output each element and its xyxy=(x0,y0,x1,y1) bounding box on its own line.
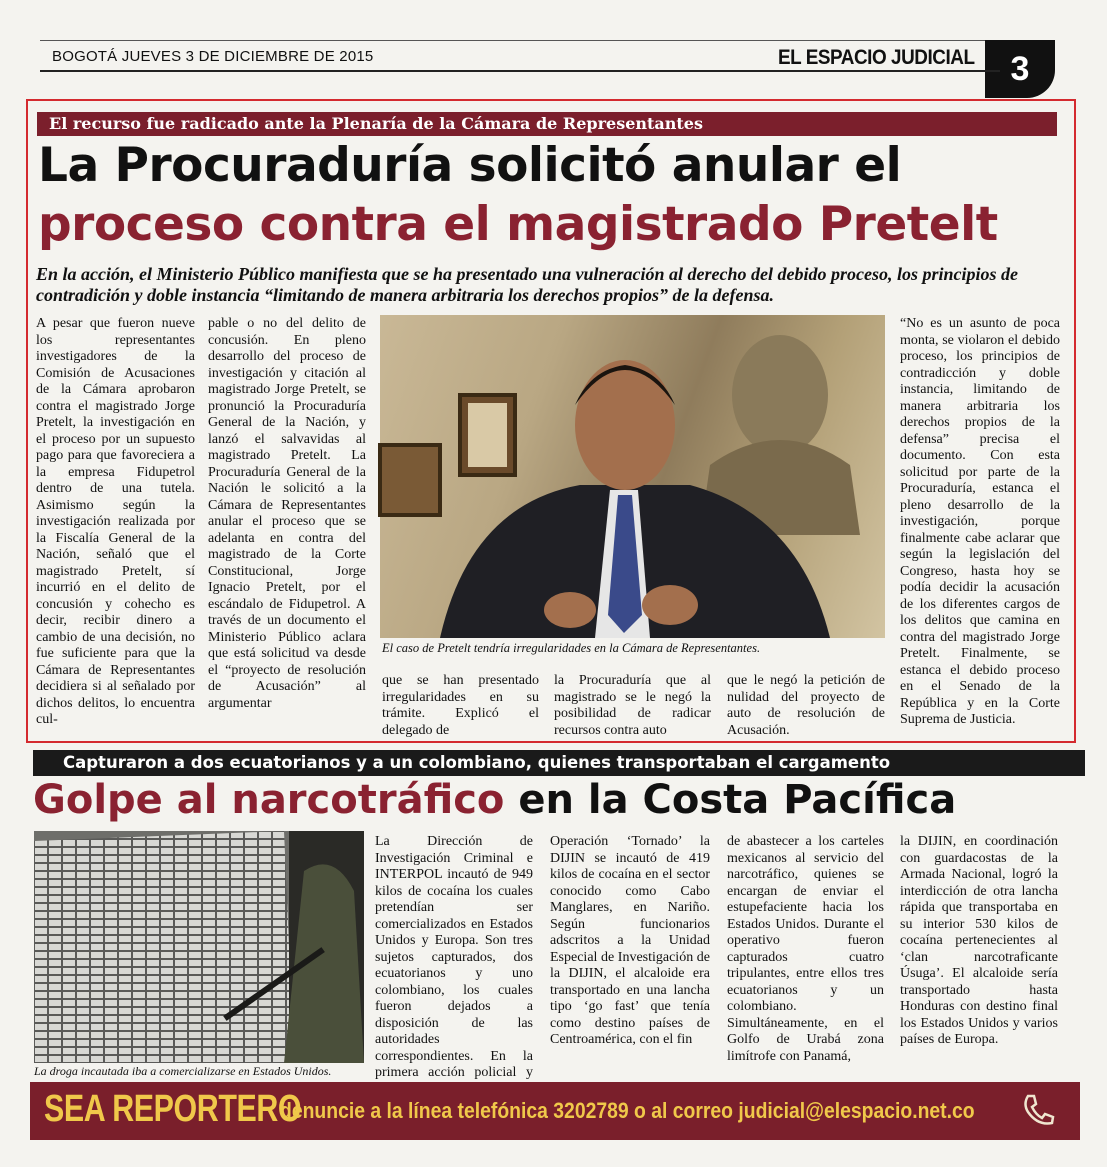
phone-icon xyxy=(1018,1090,1058,1130)
header-top-rule xyxy=(40,40,1000,41)
story1-headline-line1: La Procuraduría solicitó anular el xyxy=(38,138,902,193)
story2-kicker: Capturaron a dos ecuatorianos y a un colombiano, quienes transportaban el cargamento xyxy=(33,750,1085,776)
story1-kicker: El recurso fue radicado ante la Plenaría de la Cámara de Representantes xyxy=(37,112,1057,136)
story2-column-2: Operación ‘Tornado’ la DIJIN se incautó de 419 kilos de cocaína en el sector conocido como Cabo Manglares, en Nariño. Según funcionarios adscritos a la Unidad Especial de Investigación de la DIJIN, el alcaloide era transportado en una lancha tipo ‘go fast’ que tenía como destino países de Centroamérica, con el fin xyxy=(550,834,710,1047)
pretelt-photo xyxy=(380,315,885,638)
story2-headline-part2: en la Costa Pacífica xyxy=(518,777,957,823)
story2-headline xyxy=(33,777,956,823)
story1-photo-caption: El caso de Pretelt tendría irregularidades en la Cámara de Representantes. xyxy=(382,641,761,655)
story1-lead: En la acción, el Ministerio Público manifiesta que se ha presentado una vulneración al derecho del debido proceso, los principios de contradición y doble instancia “limitando de manera arbitraria los derechos propios” de la defensa. xyxy=(36,264,1019,305)
page-number: 3 xyxy=(985,40,1055,98)
header-rule xyxy=(40,70,1000,72)
story2-column-3: de abastecer a los carteles mexicanos al servicio del narcotráfico, quienes se encargan de enviar el estupefaciente hacia los Estados Unidos. Durante el operativo fueron capturados cuatro tripulantes, entre ellos tres ecuatorianos y un colombiano. Simultáneamente, en el Golfo de Urabá zona limítrofe con Panamá, xyxy=(727,834,884,1064)
issue-date: BOGOTÁ JUEVES 3 DE DICIEMBRE DE 2015 xyxy=(52,48,374,65)
story1-headline-line2: proceso contra el magistrado Pretelt xyxy=(38,197,998,252)
pretelt-photo-illustration xyxy=(380,315,885,638)
story1-column-5: que le negó la petición de nulidad del proyecto de auto de resolución de Acusación. xyxy=(727,673,885,738)
story2-column-1: La Dirección de Investigación Criminal e INTERPOL incautó de 949 kilos de cocaína los cuales pretendían ser comercializados en Estados Unidos y Europa. Son tres sujetos capturados, dos ecuatorianos y uno colombiano, los cuales fueron dejados a disposición de las autoridades correspondientes. En la primera acción policial y xyxy=(375,834,533,1080)
publication-name: EL ESPACIO JUDICIAL xyxy=(778,46,975,69)
seized-drugs-photo xyxy=(34,831,364,1063)
story1-column-1: A pesar que fueron nueve los representantes investigadores de la Comisión de Acusaciones de la Cámara aprobaron contra el magistrado Jorge Pretelt, la investigación en el proceso por un supuesto pago para que favoreciera a la empresa Fidupetrol dentro de una tutela. Asimismo según la investigación realizada por la Fiscalía General de la Nación, señaló que el magistrado Pretelt, sí incurrió en el delito de concusión y cohecho es decir, recibir dinero a cambio de una decisión, no fue suficiente para que la Cámara de Representantes decidiera si al señalado por dichos delitos, lo encuentra cul- xyxy=(36,316,195,727)
story1-column-6: “No es un asunto de poca monta, se violaron el debido proceso, los principios de contradicción y doble instancia, limitando de manera arbitraria los derechos propios de la defensa” precisa el documento. Con esta solicitud por parte de la Procuraduría, estanca el pleno desarrollo de la investigación, porque finalmente cabe aclarar que según la legislación del Congreso, hasta hoy se podía decidir la acusación de los diferentes cargos de los delitos que camina en contra del magistrado Jorge Pretelt. Finalmente, se estanca el debido proceso en el Senado de la República y en la Corte Suprema de Justicia. xyxy=(900,316,1060,727)
story1-column-3: que se han presentado irregularidades en su trámite. Explicó el delegado de xyxy=(382,673,539,738)
banner-contact-text: denuncie a la línea telefónica 3202789 o al correo judicial@elespacio.net.co xyxy=(280,1098,975,1123)
story2-column-4: la DIJIN, en coordinación con guardacostas de la Armada Nacional, logró la interdicción de otra lancha rápida que transportaba en su interior 530 kilos de cocaína pertenecientes al ‘clan narcotraficante Úsuga’. El alcaloide sería transportado hasta Honduras con destino final los Estados Unidos y varios países de Europa. xyxy=(900,834,1058,1047)
story1-column-4: la Procuraduría que al magistrado se le negó la posibilidad de radicar recursos contra auto xyxy=(554,673,711,738)
story2-photo-caption: La droga incautada iba a comercializarse en Estados Unidos. xyxy=(34,1064,332,1078)
banner-title: SEA REPORTERO xyxy=(44,1088,302,1130)
story2-headline-part1: Golpe al narcotráfico xyxy=(33,777,505,823)
story1-column-2: pable o no del delito de concusión. En pleno desarrollo del proceso de investigación y citación al magistrado Jorge Pretelt, se pronunció la Procuraduría General de la Nación, y lanzó el salvavidas al magistrado Pretelt. La Procuraduría General de la Nación le solicitó a la Cámara de Representantes anular el proceso que se adelanta en contra del magistrado de la Corte Constitucional, Jorge Ignacio Pretelt, por el escándalo de Fidupetrol. A través de un documento el Ministerio Público aclara que está solicitud va desde el “proyecto de resolución de Acusación” al argumentar xyxy=(208,316,366,711)
seized-drugs-illustration xyxy=(34,831,364,1063)
